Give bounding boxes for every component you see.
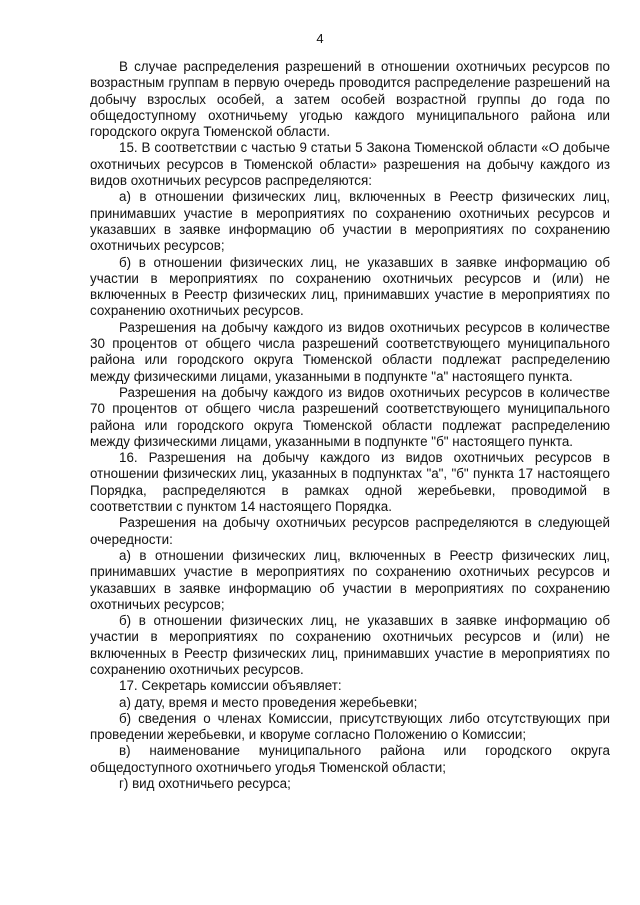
paragraph-order-subitem-a: а) в отношении физических лиц, включенных в Реестр физических лиц, принимавших участие в мероприятиях по сохранению охотничьих ресурсов и указавших в заявке информацию об участии в мероприятиях по сохранению охотничьих ресурсов; <box>90 547 610 612</box>
paragraph-17-subitem-b: б) сведения о членах Комиссии, присутствующих либо отсутствующих при проведении жеребьевки, и кворуме согласно Положению о Комиссии; <box>90 710 610 743</box>
paragraph-age-groups: В случае распределения разрешений в отношении охотничьих ресурсов по возрастным группам в первую очередь проводится распределение разрешений на добычу взрослых особей, а затем особей возрастной группы до года по общедоступному охотничьему угодью каждого муниципального района или городского округа Тюменской области. <box>90 59 610 140</box>
paragraph-17-subitem-g: г) вид охотничьего ресурса; <box>119 776 291 792</box>
paragraph-item-16: 16. Разрешения на добычу каждого из видов охотничьих ресурсов в отношении физических лиц, указанных в подпунктах "а", "б" пункта 17 настоящего Порядка, распределяются в рамках одной жеребьевки, проводимой в соответствии с пунктом 14 настоящего Порядка. <box>90 450 610 515</box>
paragraph-15-subitem-b: б) в отношении физических лиц, не указавших в заявке информацию об участии в мероприятиях по сохранению охотничьих ресурсов и (или) не включенных в Реестр физических лиц, принимавших участие в мероприятиях по сохранению охотничьих ресурсов. <box>90 254 610 319</box>
document-body <box>90 59 610 792</box>
paragraph-30-percent: Разрешения на добычу каждого из видов охотничьих ресурсов в количестве 30 процентов от общего числа разрешений соответствующего муниципального района или городского округа Тюменской области подлежат распределению между физическими лицами, указанными в подпункте "а" настоящего пункта. <box>90 319 610 384</box>
paragraph-17-subitem-v: в) наименование муниципального района или городского округа общедоступного охотничьего угодья Тюменской области; <box>90 743 610 775</box>
paragraph-order: Разрешения на добычу охотничьих ресурсов распределяются в следующей очередности: <box>90 515 610 547</box>
paragraph-15-subitem-a: а) в отношении физических лиц, включенных в Реестр физических лиц, принимавших участие в мероприятиях по сохранению охотничьих ресурсов и указавших в заявке информацию об участии в мероприятиях по сохранению охотничьих ресурсов; <box>90 189 610 254</box>
paragraph-70-percent: Разрешения на добычу каждого из видов охотничьих ресурсов в количестве 70 процентов от общего числа разрешений соответствующего муниципального района или городского округа Тюменской области подлежат распределению между физическими лицами, указанными в подпункте "б" настоящего пункта. <box>90 384 610 449</box>
paragraph-item-15: 15. В соответствии с частью 9 статьи 5 Закона Тюменской области «О добыче охотничьих ресурсов в Тюменской области» разрешения на добычу каждого из видов охотничьих ресурсов распределяются: <box>90 140 610 189</box>
page-number: 4 <box>316 31 324 46</box>
paragraph-item-17: 17. Секретарь комиссии объявляет: <box>119 678 342 694</box>
paragraph-order-subitem-b: б) в отношении физических лиц, не указавших в заявке информацию об участии в мероприятиях по сохранению охотничьих ресурсов и (или) не включенных в Реестр физических лиц, принимавших участие в мероприятиях по сохранению охотничьих ресурсов. <box>90 613 610 677</box>
paragraph-17-subitem-a: а) дату, время и место проведения жеребьевки; <box>119 694 418 710</box>
